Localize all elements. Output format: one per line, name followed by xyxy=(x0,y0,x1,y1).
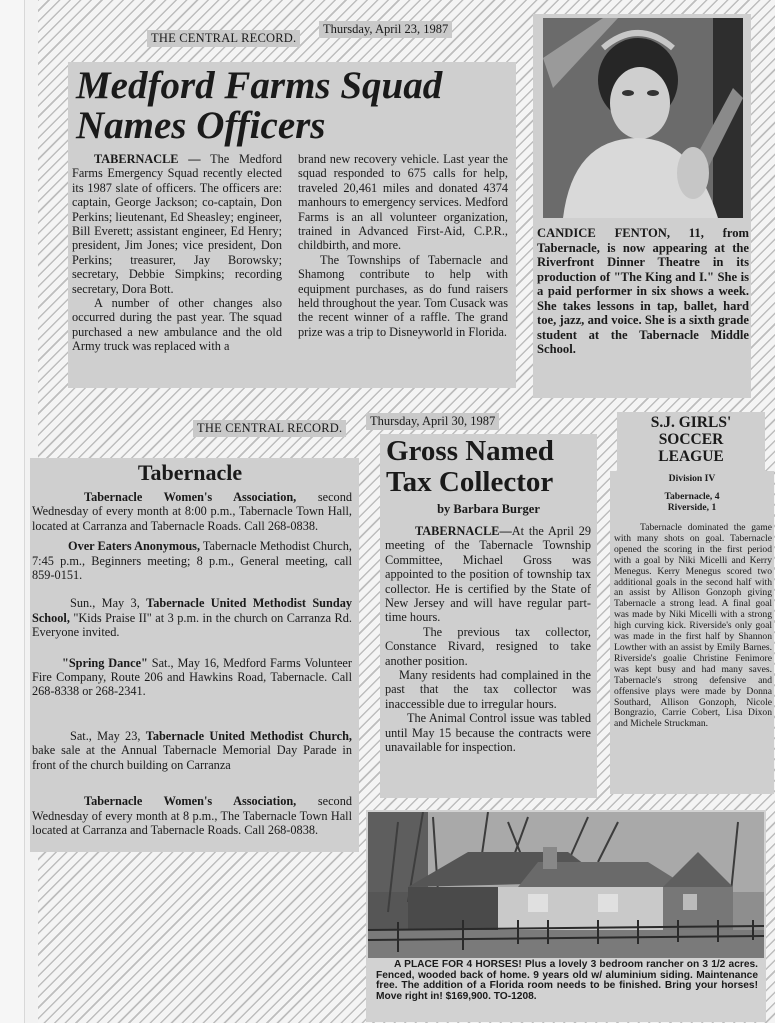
newspaper-name-tag: THE CENTRAL RECORD. xyxy=(147,30,300,47)
section-title: Tabernacle xyxy=(137,460,243,485)
soccer-title: S.J. GIRLS' SOCCER LEAGUE xyxy=(650,414,732,465)
paragraph: The Animal Control issue was tabled until May 15 because the contracts were unavailable for inspection. xyxy=(385,711,591,755)
event-item: Tabernacle Women's Association, second Wednesday of every month at 8:00 p.m., Tabernacle Town Hall, located at Carranza and Tabernacle Roads. Call 268-0838. xyxy=(32,490,352,533)
article-column-2 xyxy=(298,152,508,339)
candice-fenton-photo xyxy=(543,18,743,218)
soccer-article xyxy=(610,471,774,794)
division-label: Division IV xyxy=(668,473,716,484)
article-body: TABERNACLE—At the April 29 meeting of the Tabernacle Township Committee, Michael Gross was appointed to the position of township tax collector. He is certified by the State of New Jersey and will have regular part-time hours. The previous tax collector, Constance Rivard, resigned to take another position. Many residents had complained in the past that the tax collector was inaccessible due to irregular hours. The Animal Control issue was tabled until May 15 because the contracts were unavailable for inspection. xyxy=(385,524,591,755)
paragraph: Many residents had complained in the past that the tax collector was inaccessible due to irregular hours. xyxy=(385,668,591,711)
date-tag: Thursday, April 30, 1987 xyxy=(366,413,499,430)
article-column-1: TABERNACLE — The Medford Farms Emergency Squad recently elected its 1987 slate of officers. The officers are: captain, George Jackson; co-captain, Don Perkins; lieutenant, Ed Sheasley; engineer, Bill Everett; assistant engineer, Ed Henry; president, Jim Jones; vice president, Don Perkins; treasurer, Jay Borowsky; secretary, Debbie Simpkins; recording secretary, Dora Bott. A number of other changes also occurred during the past year. The squad purchased a new ambulance and the old Army truck was replaced with a xyxy=(72,152,282,354)
event-item: Sat., May 23, Tabernacle United Methodist Church, bake sale at the Annual Tabernacle Memorial Day Parade in front of the church building on Carranza xyxy=(32,728,352,772)
paragraph: The previous tax collector, Constance Rivard, resigned to take another position. xyxy=(385,624,591,668)
event-item: "Spring Dance" Sat., May 16, Medford Farms Volunteer Fire Company, Route 206 and Hawkins Road, Tabernacle. Call 268-8338 or 268-2341. xyxy=(32,655,352,699)
tax-collector-article xyxy=(380,434,597,798)
newspaper-name-tag: THE CENTRAL RECORD. xyxy=(193,420,346,437)
paragraph: The Townships of Tabernacle and Shamong contribute to help with equipment purchases, as do fund raisers held throughout the year. Tom Cusack was the recent winner of a raffle. The grand prize was a trip to Disneyworld in Florida. xyxy=(298,252,508,339)
paragraph: A number of other changes also occurred during the past year. The squad purchased a new ambulance and the old Army truck was replaced with a xyxy=(72,296,282,354)
tabernacle-events-clipping xyxy=(30,458,359,852)
candice-fenton-clipping xyxy=(533,14,751,398)
byline: by Barbara Burger xyxy=(437,502,540,516)
events-list xyxy=(32,490,352,837)
soccer-body: Tabernacle dominated the game with many shots on goal. Tabernacle opened the scoring in the first period with a goal by Niki Micelli and Kerry Menegus. Kerry Menegus scored two additional goals in the second half with an assist by Allison Gonzoph giving Tabernacle a strong lead. A final goal was made by Niki Micelli with a strong high curving kick. Riverside's only goal was made in the first half by Shannon Lowther with an assist by Emily Barnes. Riverside's goalie Christine Fenimore was kept busy and had many saves. Tabernacle's strong defensive and offensive plays were made by Donna Southard, Allison Gonzoph, Nicole Bongrazio, Carrie Cobert, Lisa Dixon and Michele Struckman. xyxy=(614,522,772,730)
event-item: Over Eaters Anonymous, Tabernacle Methodist Church, 7:45 p.m., Beginners meeting; 8 p.m., General meeting, call 859-0151. xyxy=(32,539,352,583)
event-item: Sun., May 3, Tabernacle United Methodist Sunday School, "Kids Praise II" at 3 p.m. in the church on Carranza Rd. Everyone invited. xyxy=(32,596,352,640)
soccer-title-box xyxy=(617,412,765,471)
dateline: TABERNACLE — xyxy=(94,152,201,166)
score: Tabernacle, 4 Riverside, 1 xyxy=(664,491,720,513)
paragraph: brand new recovery vehicle. Last year the squad responded to 675 calls for help, traveled 20,461 miles and donated 4374 manhours to emergency services. Medford Farms is an all volunteer organization, trained in Advanced First-Aid, C.P.R., childbirth, and more. xyxy=(298,152,508,253)
medford-farms-article xyxy=(68,62,516,388)
date-tag: Thursday, April 23, 1987 xyxy=(319,21,452,38)
ad-text: A PLACE FOR 4 HORSES! Plus a lovely 3 bedroom rancher on 3 1/2 acres. Fenced, wooded back of home. 9 years old w/ aluminium siding. Maintenance free. The addition of a Florida room needs to be finished. Bring your horses! Move right in! $169,900. TO-1208. xyxy=(376,959,758,1002)
headline: Medford Farms Squad Names Officers xyxy=(76,64,443,147)
real-estate-ad xyxy=(366,810,766,1022)
headline: Gross Named Tax Collector xyxy=(386,435,554,498)
page-margin-strip xyxy=(0,0,25,1023)
event-item: Tabernacle Women's Association, second Wednesday of every month at 8 p.m., The Tabernacle Town Hall located at Carranza and Tabernacle Roads. Call 268-0838. xyxy=(32,794,352,837)
house-photo xyxy=(368,812,764,958)
photo-caption: CANDICE FENTON, 11, from Tabernacle, is now appearing at the Riverfront Dinner Theatre in its production of "The King and I." She is a paid performer in six shows a week. She takes lessons in tap, ballet, hard toe, jazz, and voice. She is a sixth grade student at the Tabernacle Middle School. xyxy=(537,226,749,356)
